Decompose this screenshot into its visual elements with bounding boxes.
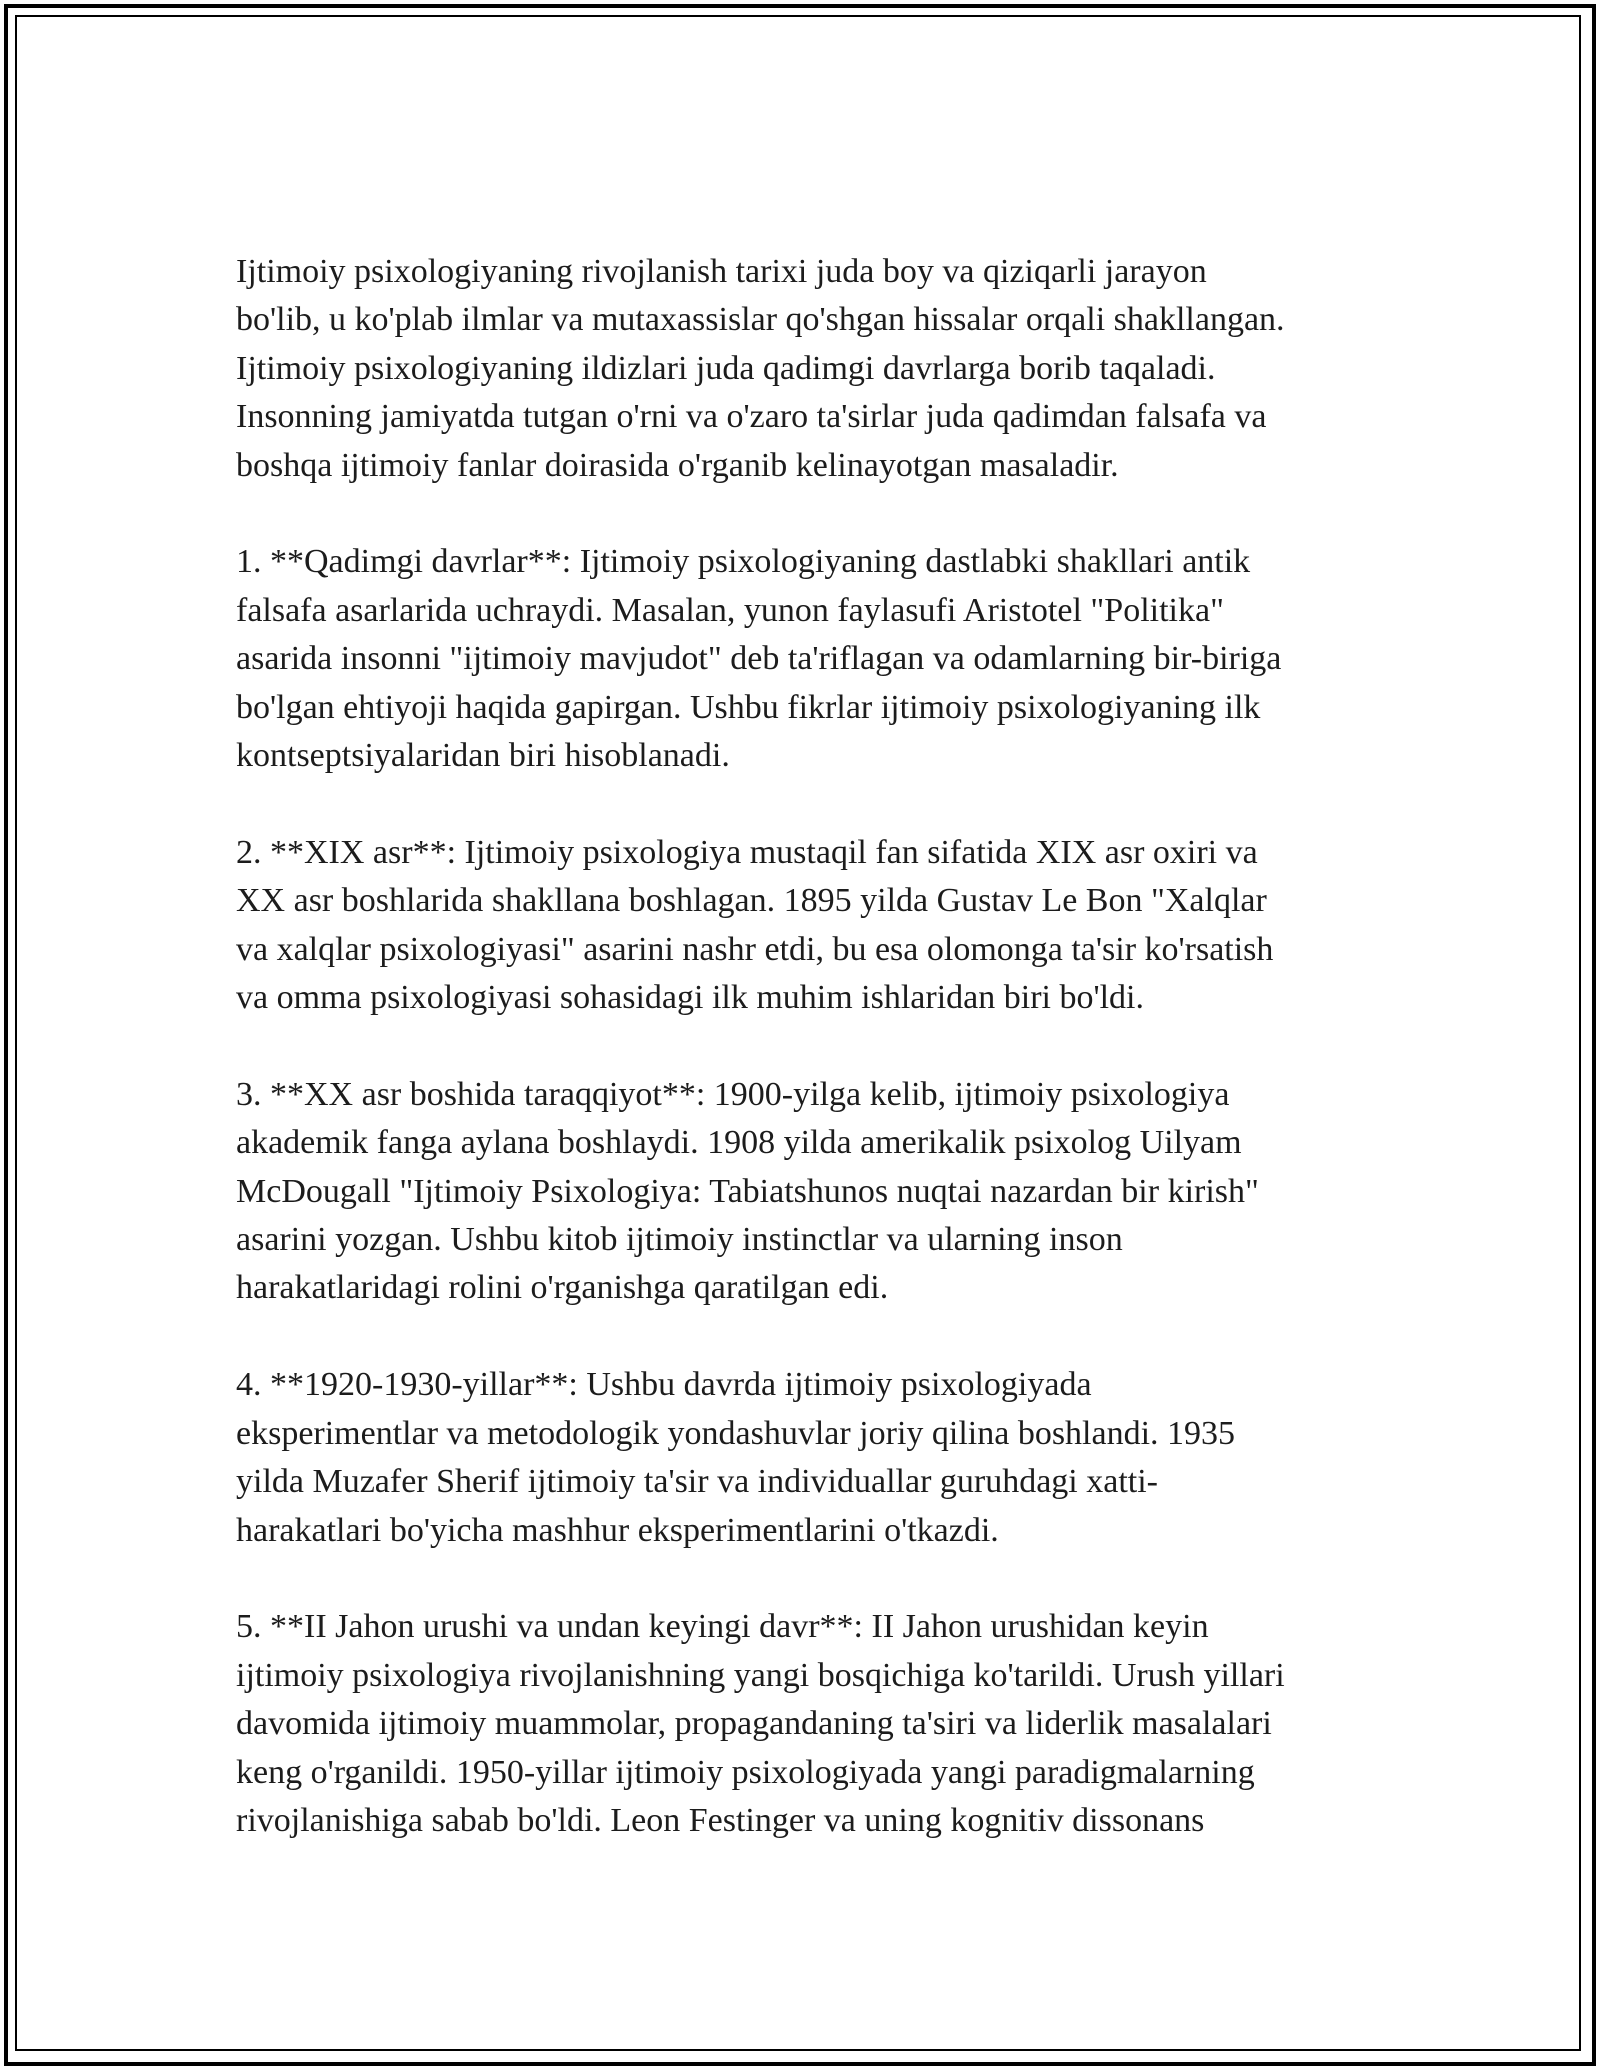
text-line: 5. **II Jahon urushi va undan keyingi davr**: II Jahon urushidan keyin [236, 1608, 1209, 1646]
text-line: boshqa ijtimoiy fanlar doirasida o'rganib kelinayotgan masaladir. [236, 446, 1119, 484]
text-line: Ijtimoiy psixologiyaning ildizlari juda qadimgi davrlarga borib taqaladi. [236, 349, 1216, 387]
text-line: 4. **1920-1930-yillar**: Ushbu davrda ijtimoiy psixologiyada [236, 1366, 1092, 1404]
text-line: keng o'rganildi. 1950-yillar ijtimoiy psixologiyada yangi paradigmalarning [236, 1753, 1255, 1791]
text-line: XX asr boshlarida shakllana boshlagan. 1895 yilda Gustav Le Bon "Xalqlar [236, 882, 1267, 920]
text-line: va xalqlar psixologiyasi" asarini nashr etdi, bu esa olomonga ta'sir ko'rsatish [236, 930, 1274, 968]
text-line: 1. **Qadimgi davrlar**: Ijtimoiy psixologiyaning dastlabki shakllari antik [236, 543, 1251, 581]
text-line: asarini yozgan. Ushbu kitob ijtimoiy instinctlar va ularning inson [236, 1221, 1123, 1259]
text-line: harakatlaridagi rolini o'rganishga qaratilgan edi. [236, 1269, 889, 1307]
text-line: falsafa asarlarida uchraydi. Masalan, yunon faylasufi Aristotel "Politika" [236, 591, 1224, 629]
text-line: asarida insonni "ijtimoiy mavjudot" deb ta'riflagan va odamlarning bir-biriga [236, 640, 1282, 678]
text-line: ijtimoiy psixologiya rivojlanishning yangi bosqichiga ko'tarildi. Urush yillari [236, 1656, 1285, 1694]
text-line: 2. **XIX asr**: Ijtimoiy psixologiya mustaqil fan sifatida XIX asr oxiri va [236, 833, 1258, 871]
text-line: Insonning jamiyatda tutgan o'rni va o'zaro ta'sirlar juda qadimdan falsafa va [236, 398, 1267, 436]
paragraph-intro [236, 248, 1396, 490]
paragraph-item-2 [236, 829, 1396, 1023]
paragraph-item-5 [236, 1603, 1396, 1845]
text-line: yilda Muzafer Sherif ijtimoiy ta'sir va individuallar guruhdagi xatti- [236, 1463, 1159, 1501]
text-line: va omma psixologiyasi sohasidagi ilk muhim ishlaridan biri bo'ldi. [236, 979, 1144, 1017]
text-line: eksperimentlar va metodologik yondashuvlar joriy qilina boshlandi. 1935 [236, 1414, 1236, 1452]
text-line: akademik fanga aylana boshlaydi. 1908 yilda amerikalik psixolog Uilyam [236, 1124, 1242, 1162]
text-line: harakatlari bo'yicha mashhur eksperimentlarini o'tkazdi. [236, 1511, 999, 1549]
text-line: Ijtimoiy psixologiyaning rivojlanish tarixi juda boy va qiziqarli jarayon [236, 253, 1207, 290]
text-line: bo'lib, u ko'plab ilmlar va mutaxassislar qo'shgan hissalar orqali shakllangan. [236, 301, 1285, 339]
document-body [236, 248, 1396, 1894]
paragraph-item-4 [236, 1361, 1396, 1555]
paragraph-item-1 [236, 538, 1396, 780]
text-line: McDougall "Ijtimoiy Psixologiya: Tabiatshunos nuqtai nazardan bir kirish" [236, 1172, 1259, 1210]
text-line: bo'lgan ehtiyoji haqida gapirgan. Ushbu fikrlar ijtimoiy psixologiyaning ilk [236, 688, 1261, 726]
text-line: 3. **XX asr boshida taraqqiyot**: 1900-yilga kelib, ijtimoiy psixologiya [236, 1075, 1230, 1113]
text-line: davomida ijtimoiy muammolar, propagandaning ta'siri va liderlik masalalari [236, 1705, 1272, 1743]
text-line: kontseptsiyalaridan biri hisoblanadi. [236, 737, 730, 775]
text-line: rivojlanishiga sabab bo'ldi. Leon Festinger va uning kognitiv dissonans [236, 1801, 1205, 1839]
paragraph-item-3 [236, 1071, 1396, 1313]
